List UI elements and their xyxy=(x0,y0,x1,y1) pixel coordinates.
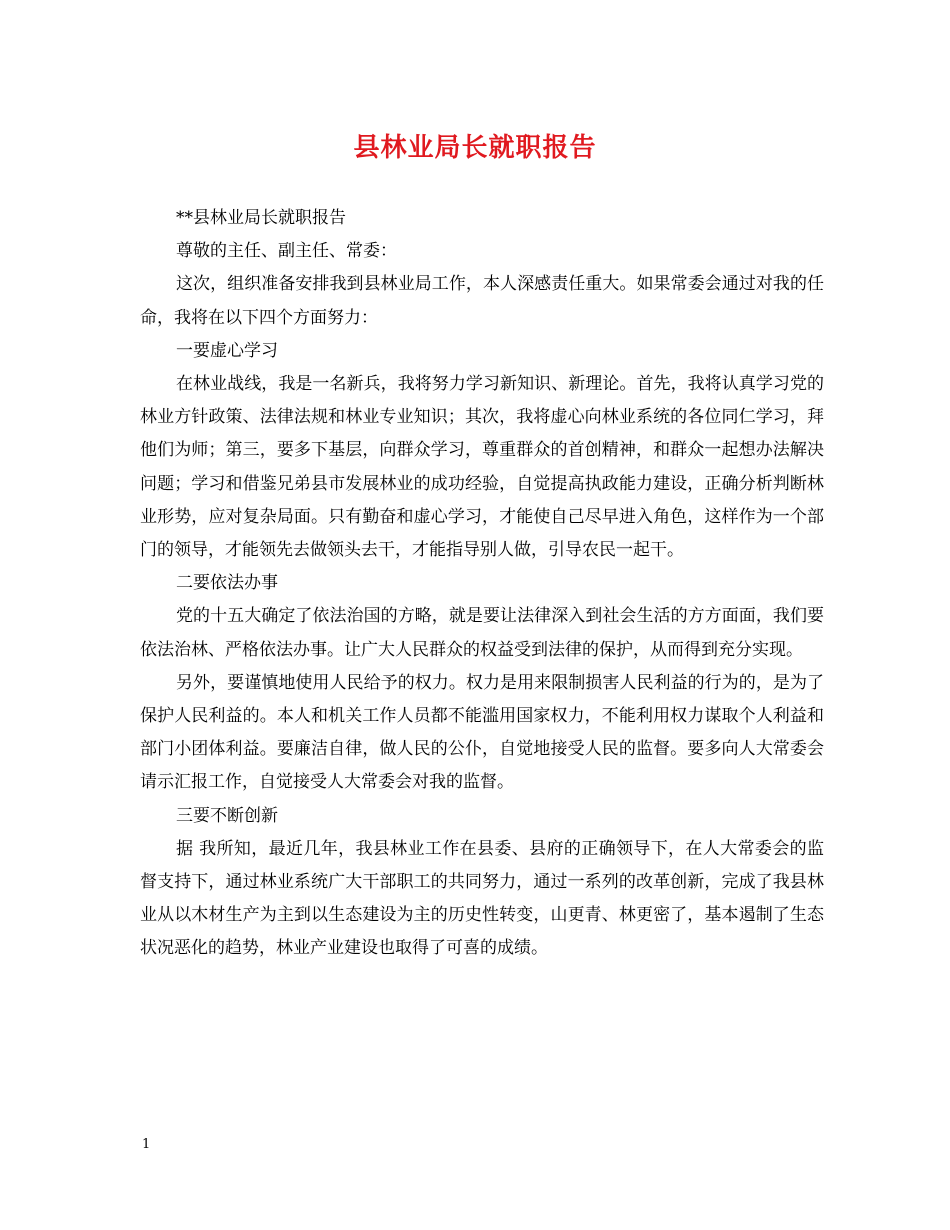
page-number: 1 xyxy=(142,1137,151,1152)
paragraph-intro: 这次，组织准备安排我到县林业局工作，本人深感责任重大。如果常委会通过对我的任命，我将在以下四个方面努力： xyxy=(140,274,824,328)
paragraph-innovation: 据 我所知，最近几年，我县林业工作在县委、县府的正确领导下，在人大常委会的监督支持下，通过林业系统广大干部职工的共同努力，通过一系列的改革创新，完成了我县林业从以木材生产为主到以生态建设为主的历史性转变，山更青、林更密了，基本遏制了生态状况恶化的趋势，林业产业建设也取得了可喜的成绩。 xyxy=(140,838,824,959)
section-heading-2: 二要依法办事 xyxy=(176,573,278,594)
section-heading-1: 一要虚心学习 xyxy=(176,340,278,361)
paragraph-heading-line: **县林业局长就职报告 xyxy=(176,208,346,228)
paragraph-law: 党的十五大确定了依法治国的方略，就是要让法律深入到社会生活的方方面面，我们要依法治林、严格依法办事。让广大人民群众的权益受到法律的保护，从而得到充分实现。 xyxy=(140,606,824,660)
paragraph-power: 另外，要谨慎地使用人民给予的权力。权力是用来限制损害人民利益的行为的，是为了保护人民利益的。本人和机关工作人员都不能滥用国家权力，不能利用权力谋取个人利益和部门小团体利益。要廉洁自律，做人民的公仆，自觉地接受人民的监督。要多向人大常委会请示汇报工作，自觉接受人大常委会对我的监督。 xyxy=(140,672,824,793)
paragraph-salutation: 尊敬的主任、副主任、常委： xyxy=(176,241,397,262)
document-body xyxy=(140,202,824,966)
section-heading-3: 三要不断创新 xyxy=(176,805,278,826)
paragraph-study: 在林业战线，我是一名新兵，我将努力学习新知识、新理论。首先，我将认真学习党的林业方针政策、法律法规和林业专业知识；其次，我将虚心向林业系统的各位同仁学习，拜他们为师；第三，要多下基层，向群众学习，尊重群众的首创精神，和群众一起想办法解决问题；学习和借鉴兄弟县市发展林业的成功经验，自觉提高执政能力建设，正确分析判断林业形势，应对复杂局面。只有勤奋和虚心学习，才能使自己尽早进入角色，这样作为一个部门的领导，才能领先去做领头去干，才能指导别人做，引导农民一起干。 xyxy=(140,374,824,561)
document-title: 县林业局长就职报告 xyxy=(353,133,597,163)
